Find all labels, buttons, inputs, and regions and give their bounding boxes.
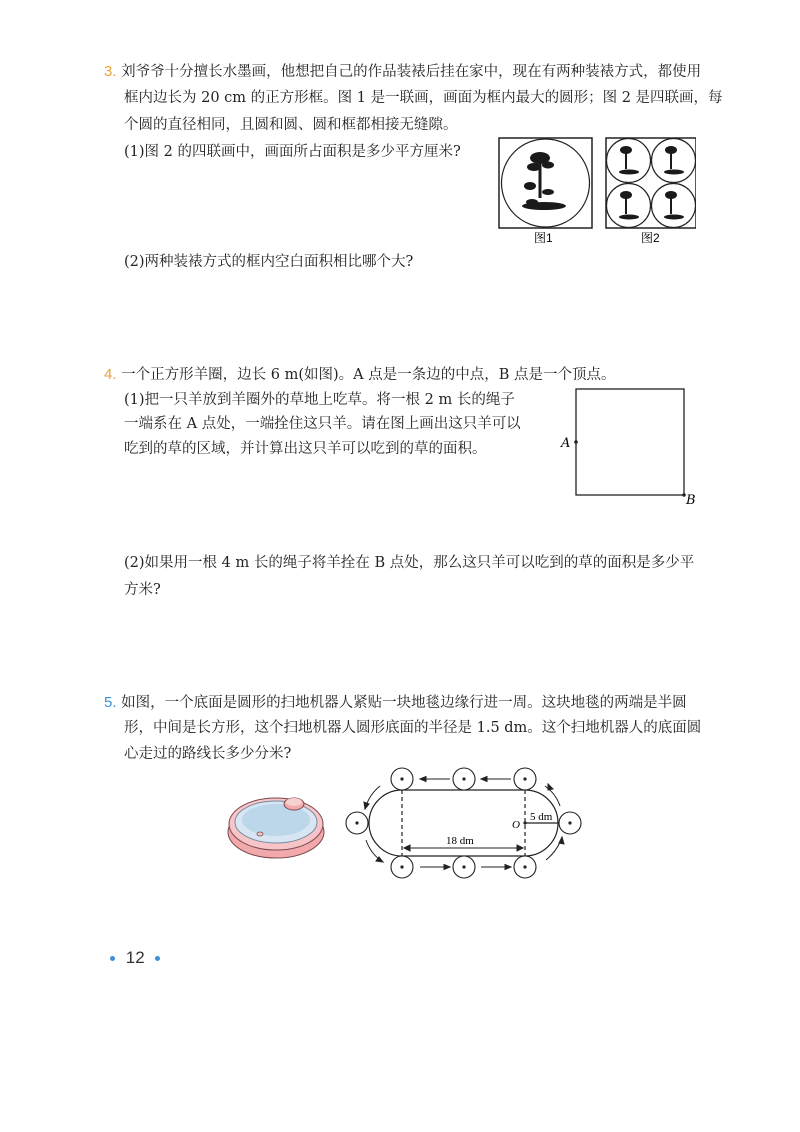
- q5-line2: 形，中间是长方形，这个扫地机器人圆形底面的半径是 1.5 dm。这个扫地机器人的底面圆: [124, 720, 702, 736]
- q4-sub1-line2: 一端系在 A 点处，一端拴住这只羊。请在图上画出这只羊可以: [124, 416, 521, 432]
- robot-vacuum-illustration: [224, 780, 334, 862]
- q3-number: 3.: [104, 63, 117, 80]
- fig2-caption: 图2: [641, 231, 660, 245]
- q5-number: 5.: [104, 694, 117, 711]
- label-a: A: [561, 436, 571, 451]
- page-number: 12: [104, 948, 166, 968]
- fig2-circles: [607, 139, 696, 228]
- fig1-caption: 图1: [534, 231, 553, 245]
- label-5dm: 5 dm: [530, 811, 553, 823]
- label-b: B: [686, 493, 696, 508]
- page-number-dot-left: [110, 956, 115, 961]
- q4-sheep-pen-figure: [556, 385, 701, 510]
- q3-figures: [496, 134, 696, 246]
- label-o: O: [512, 819, 520, 831]
- q3-line1: 3. 刘爷爷十分擅长水墨画，他想把自己的作品装裱后挂在家中，现在有两种装裱方式，都使用: [104, 63, 702, 80]
- q4-number: 4.: [104, 366, 117, 383]
- q3-line3: 个圆的直径相同，且圆和圆、圆和框都相接无缝隙。: [124, 117, 458, 133]
- q3-sub1: (1)图 2 的四联画中，画面所占面积是多少平方厘米?: [124, 144, 461, 160]
- q4-sub1-line1: (1)把一只羊放到羊圈外的草地上吃草。将一根 2 m 长的绳子: [124, 392, 515, 408]
- carpet-path-diagram: [340, 762, 585, 887]
- sheep-pen-square: [576, 389, 684, 495]
- q4-line1: 4. 一个正方形羊圈，边长 6 m(如图)。A 点是一条边的中点，B 点是一个顶点。: [104, 366, 616, 383]
- page-number-dot-right: [155, 956, 160, 961]
- fig1-circle: [502, 139, 590, 227]
- q4-sub1-line3: 吃到的草的区域，并计算出这只羊可以吃到的草的面积。: [124, 441, 487, 457]
- q4-sub2-line2: 方米?: [124, 582, 161, 598]
- q3-line2: 框内边长为 20 cm 的正方形框。图 1 是一联画，画面为框内最大的圆形；图 2 是四联画，每: [124, 90, 723, 106]
- label-18dm: 18 dm: [446, 835, 474, 847]
- q4-sub2-line1: (2)如果用一根 4 m 长的绳子将羊拴在 B 点处，那么这只羊可以吃到的草的面积是多少平: [124, 555, 695, 571]
- point-a: [574, 440, 578, 444]
- center-o: [523, 821, 526, 824]
- q5-line3: 心走过的路线长多少分米?: [124, 746, 292, 762]
- q5-line1: 5. 如图，一个底面是圆形的扫地机器人紧贴一块地毯边缘行进一周。这块地毯的两端是半圆: [104, 694, 687, 711]
- q3-sub2: (2)两种装裱方式的框内空白面积相比哪个大?: [124, 254, 414, 270]
